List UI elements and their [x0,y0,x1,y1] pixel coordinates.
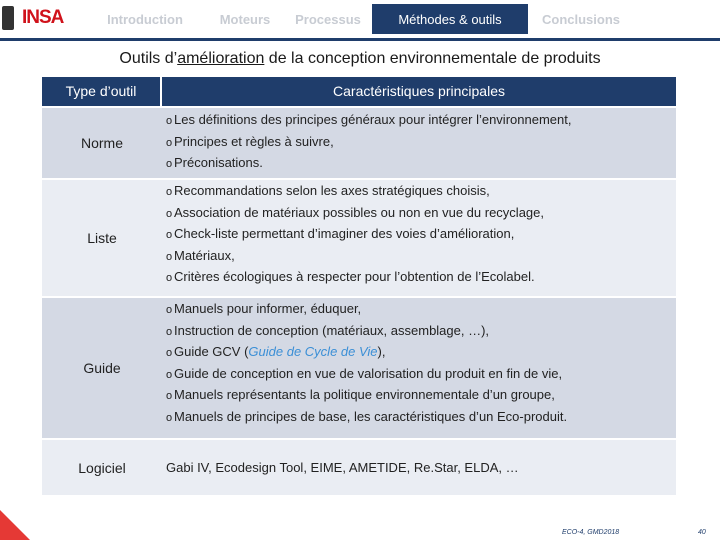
header-characteristics: Caractéristiques principales [333,83,505,99]
row-characteristics [166,440,674,495]
bullet-icon: o [166,207,173,220]
table-row-liste [42,180,676,296]
bullet-icon: o [166,115,173,127]
software-list: Gabi IV, Ecodesign Tool, EIME, AMETIDE, Re.Star, ELDA, … [166,460,519,475]
logo-text: INSA [22,7,64,28]
tools-table [42,77,676,495]
list-item: o Les définitions des principes généraux pour intégrer l’environnement, [166,109,674,131]
footer-course-code: ECO-4, GMD2018 [562,529,620,536]
list-item: o Manuels pour informer, éduquer, [166,298,674,320]
nav-tab-processus[interactable]: Processus [295,11,361,27]
slide-title [0,50,720,68]
list-item: o Guide de conception en vue de valorisation du produit en fin de vie, [166,363,674,385]
nav-tab-moteurs[interactable]: Moteurs [219,11,271,27]
bullet-icon: o [166,347,173,359]
list-item: o Principes et règles à suivre, [166,131,674,153]
bullet-icon: o [166,229,173,241]
row-characteristics [166,298,674,438]
nav-tab-conclusions[interactable]: Conclusions [541,11,620,27]
title-part-2: de la conception environnementale de produits [264,50,601,67]
row-type-label: Liste [87,230,117,246]
title-underlined-word: amélioration [177,50,265,67]
corner-decoration-icon [0,510,30,540]
bullet-icon: o [166,136,173,149]
coat-of-arms-icon [2,6,14,30]
top-navigation-bar [0,0,720,38]
bullet-icon: o [166,272,173,284]
list-item: o Check-liste permettant d’imaginer des voies d’amélioration, [166,223,674,245]
list-item: o Manuels représentants la politique environnementale d’un groupe, [166,384,674,406]
list-item: o Instruction de conception (matériaux, assemblage, …), [166,320,674,342]
page-number: 40 [698,529,706,536]
nav-tab-introduction[interactable]: Introduction [107,11,183,27]
bullet-icon: o [166,368,173,381]
row-characteristics [166,108,674,179]
list-item: o Critères écologiques à respecter pour l’obtention de l’Ecolabel. [166,266,674,288]
title-part-1: Outils d’ [119,50,178,67]
bullet-icon: o [166,304,173,316]
table-row-logiciel [42,440,676,495]
header-type: Type d’outil [42,77,162,106]
list-item: o Guide GCV (Guide de Cycle de Vie), [166,341,674,363]
list-item: o Manuels de principes de base, les caractéristiques d’un Eco-produit. [166,406,674,428]
bullet-icon: o [166,411,173,424]
bullet-icon: o [166,186,173,198]
list-item: o Recommandations selon les axes stratégiques choisis, [166,180,674,202]
row-type-label: Norme [80,135,123,151]
row-type-label: Guide [83,360,121,376]
insa-logo [0,4,70,34]
table-row-guide [42,298,676,438]
row-type-label: Logiciel [78,459,126,476]
list-item: o Association de matériaux possibles ou non en vue du recyclage, [166,202,674,224]
bullet-icon: o [166,325,173,338]
table-row-norme [42,108,676,178]
gcv-emphasis: Guide de Cycle de Vie [248,344,378,359]
row-characteristics [166,180,674,296]
list-item: o Matériaux, [166,245,674,267]
table-header [42,77,676,106]
bullet-icon: o [166,250,173,263]
list-item: o Préconisations. [166,152,674,174]
bullet-icon: o [166,390,173,402]
bullet-icon: o [166,158,173,170]
header-divider [0,38,720,41]
nav-tab-methodes-outils[interactable]: Méthodes & outils [372,4,528,34]
